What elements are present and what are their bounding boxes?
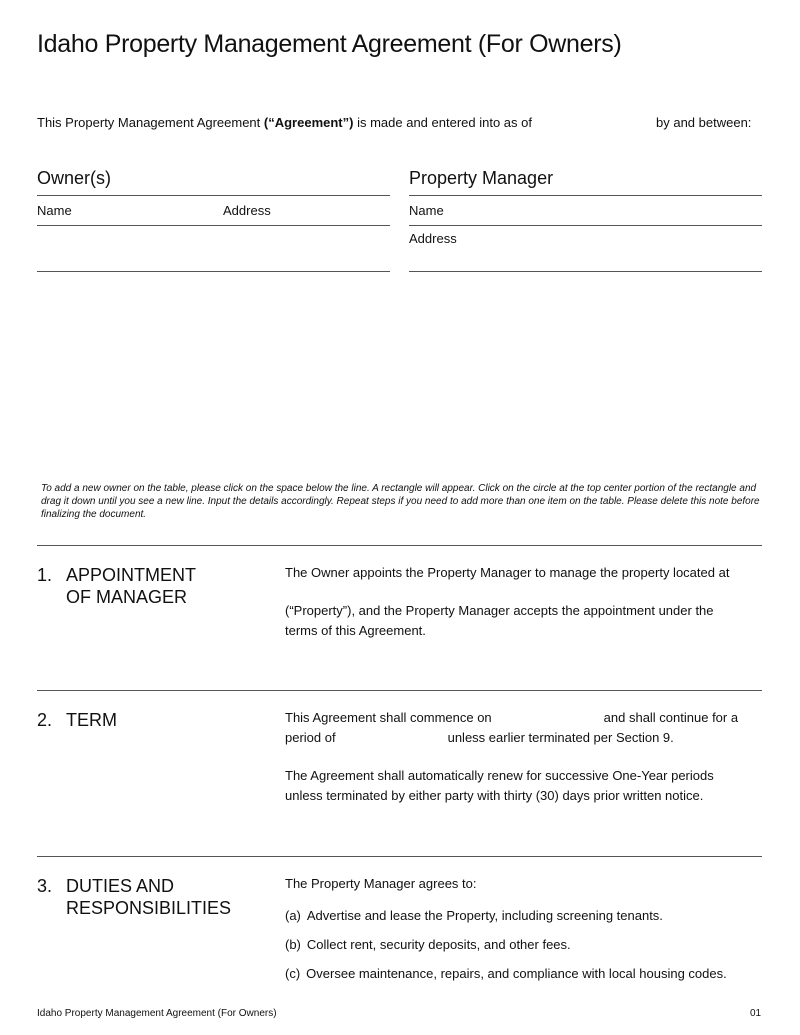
- page-number: 01: [750, 1008, 762, 1019]
- list-item: (c) Oversee maintenance, repairs, and compliance with local housing codes.: [285, 966, 727, 981]
- intro-text: [37, 115, 532, 130]
- footer-title: Idaho Property Management Agreement (For Owners): [37, 1008, 277, 1019]
- section-title: DUTIES AND RESPONSIBILITIES: [66, 876, 232, 918]
- section-body: The Owner appoints the Property Manager to manage the property located at (“Property”), and the Property Manager accepts the appointment under the terms of this Agreement.: [285, 565, 730, 638]
- intro-pre: This Property Management Agreement: [37, 115, 264, 130]
- section-divider: [37, 690, 762, 691]
- owner-address-label: Address: [223, 203, 271, 218]
- intro-end: by and between:: [656, 115, 752, 130]
- section-title: APPOINTMENT OF MANAGER: [66, 565, 197, 607]
- section-body: The Property Manager agrees to: (a) Advertise and lease the Property, including screening tenants. (b) Collect rent, security deposits, and other fees. (c) Oversee maintenance, repairs, and compliance with local housing codes.: [285, 874, 727, 984]
- section-number: 2.: [37, 710, 53, 730]
- page-title: Idaho Property Management Agreement (For Owners): [37, 30, 622, 58]
- intro-bold: (“Agreement”): [263, 115, 354, 130]
- manager-name-label: Name: [409, 203, 444, 218]
- divider: [409, 271, 762, 272]
- section-title: TERM: [66, 710, 117, 730]
- owners-heading: Owner(s): [37, 168, 112, 188]
- section-body: This Agreement shall commence on and shall continue for a period of unless earlier terminated per Section 9. The Agreement shall automatically renew for successive One-Year periods unless terminated by either party with thirty (30) days prior written notice.: [285, 710, 739, 803]
- owner-name-label: Name: [37, 203, 72, 218]
- instruction-note: To add a new owner on the table, please click on the space below the line. A rectangle will appear. Click on the circle at the top center portion of the rectangle and drag it down until you see a new line. Input the details accordingly. Repeat steps if you need to add more than one item on the table. Please delete this note before finalizing the document.: [41, 483, 760, 520]
- list-item: (b) Collect rent, security deposits, and other fees.: [285, 937, 571, 952]
- section-divider: [37, 545, 762, 546]
- divider: [37, 225, 390, 226]
- divider: [37, 195, 390, 196]
- section-divider: [37, 856, 762, 857]
- section-number: 3.: [37, 876, 53, 896]
- section-number: 1.: [37, 565, 53, 585]
- divider: [409, 195, 762, 196]
- manager-address-label: Address: [409, 231, 457, 246]
- list-item: (a) Advertise and lease the Property, including screening tenants.: [285, 908, 663, 923]
- owner-row-line[interactable]: [37, 271, 390, 272]
- intro-post: is made and entered into as of: [353, 115, 532, 130]
- divider: [409, 225, 762, 226]
- manager-heading: Property Manager: [409, 168, 554, 188]
